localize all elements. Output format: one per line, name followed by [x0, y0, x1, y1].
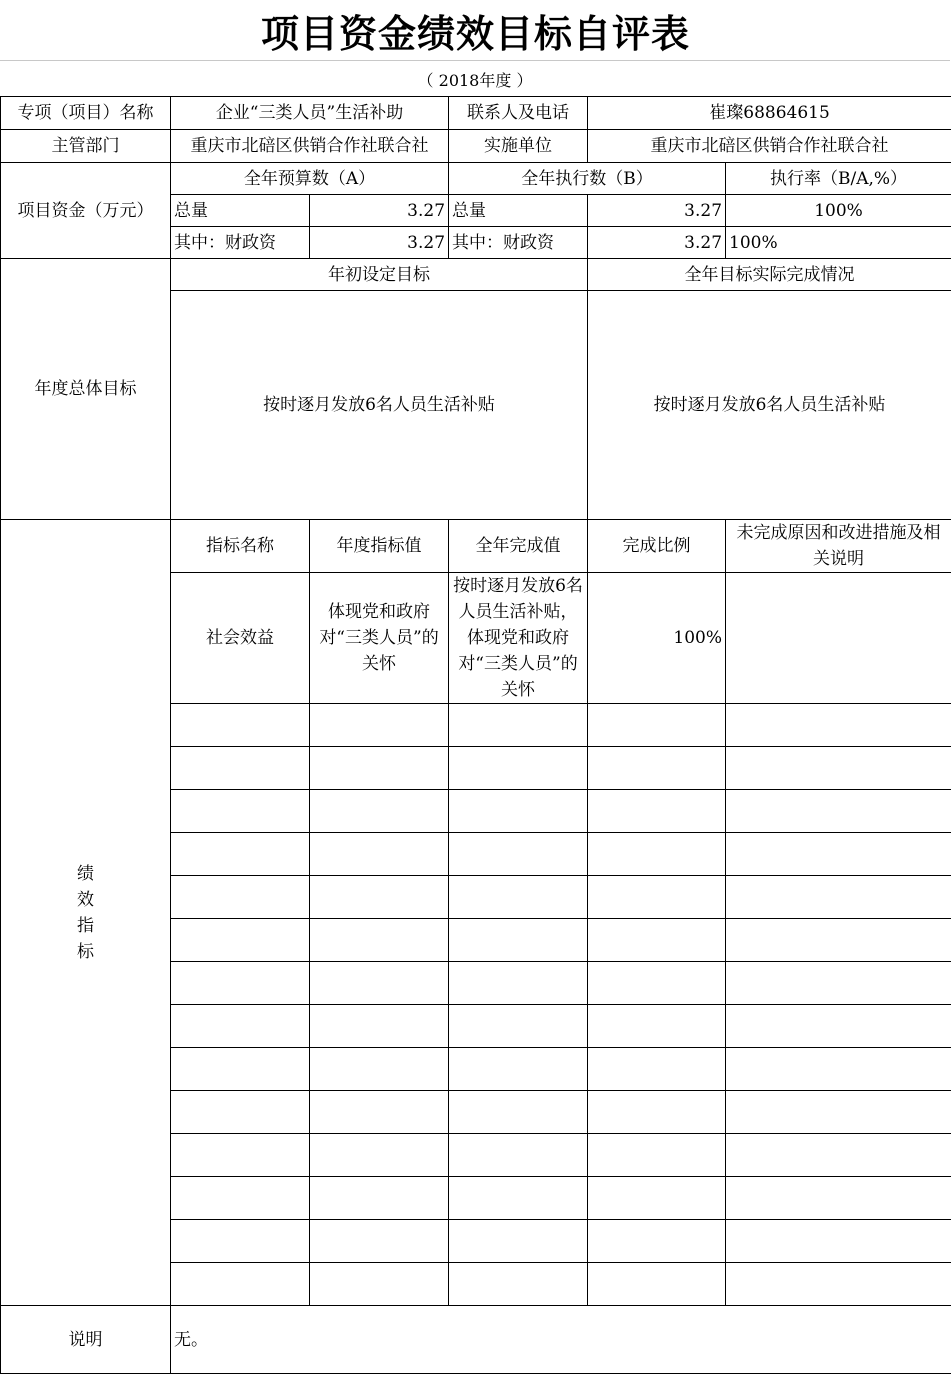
indicators-label-text: 绩效指标	[76, 861, 96, 965]
fiscal-budget-label: 其中：财政资	[171, 227, 310, 259]
empty-cell	[449, 919, 588, 962]
indicator-actual: 按时逐月发放6名人员生活补贴，体现党和政府对“三类人员”的关怀	[449, 573, 588, 704]
empty-cell	[171, 962, 310, 1005]
empty-cell	[310, 1048, 449, 1091]
empty-cell	[449, 747, 588, 790]
empty-cell	[171, 1220, 310, 1263]
empty-cell	[310, 962, 449, 1005]
empty-cell	[310, 1263, 449, 1306]
contact-label: 联系人及电话	[449, 97, 588, 130]
indicator-name-header: 指标名称	[171, 520, 310, 573]
empty-cell	[171, 1134, 310, 1177]
empty-cell	[310, 747, 449, 790]
rate-header: 执行率（B/A,%）	[726, 163, 951, 195]
empty-cell	[726, 1005, 951, 1048]
page-title: 项目资金绩效目标自评表	[0, 0, 951, 60]
empty-cell	[726, 919, 951, 962]
empty-cell	[310, 876, 449, 919]
empty-cell	[726, 1220, 951, 1263]
empty-cell	[588, 962, 726, 1005]
empty-cell	[310, 1220, 449, 1263]
empty-cell	[449, 1091, 588, 1134]
indicator-actual-header: 全年完成值	[449, 520, 588, 573]
empty-cell	[588, 1220, 726, 1263]
empty-cell	[726, 1134, 951, 1177]
empty-cell	[171, 747, 310, 790]
empty-cell	[449, 1134, 588, 1177]
empty-cell	[588, 704, 726, 747]
empty-cell	[171, 1263, 310, 1306]
initial-goal-header: 年初设定目标	[171, 259, 588, 291]
fiscal-rate-value: 100%	[726, 227, 951, 259]
empty-cell	[171, 1177, 310, 1220]
indicator-name: 社会效益	[171, 573, 310, 704]
empty-cell	[449, 833, 588, 876]
empty-cell	[449, 876, 588, 919]
evaluation-table	[0, 96, 951, 1374]
indicator-ratio: 100%	[588, 573, 726, 704]
empty-cell	[310, 833, 449, 876]
contact-value: 崔璨68864615	[588, 97, 951, 130]
department-label: 主管部门	[1, 130, 171, 163]
implementer-label: 实施单位	[449, 130, 588, 163]
total-exec-value: 3.27	[588, 195, 726, 227]
empty-cell	[588, 1091, 726, 1134]
total-rate-value: 100%	[726, 195, 951, 227]
total-exec-label: 总量	[449, 195, 588, 227]
indicator-target-header: 年度指标值	[310, 520, 449, 573]
fiscal-budget-value: 3.27	[310, 227, 449, 259]
empty-cell	[449, 1263, 588, 1306]
empty-cell	[449, 1005, 588, 1048]
empty-cell	[310, 1177, 449, 1220]
empty-cell	[588, 1263, 726, 1306]
empty-cell	[726, 962, 951, 1005]
empty-cell	[449, 790, 588, 833]
empty-cell	[171, 1048, 310, 1091]
empty-cell	[310, 919, 449, 962]
indicator-note-header: 未完成原因和改进措施及相关说明	[726, 520, 951, 573]
empty-cell	[449, 1048, 588, 1091]
annual-goal-label: 年度总体目标	[1, 259, 171, 520]
empty-cell	[588, 1048, 726, 1091]
empty-cell	[726, 1048, 951, 1091]
empty-cell	[588, 1005, 726, 1048]
empty-cell	[310, 1091, 449, 1134]
project-name-value: 企业“三类人员”生活补助	[171, 97, 449, 130]
empty-cell	[588, 833, 726, 876]
empty-cell	[449, 962, 588, 1005]
empty-cell	[171, 704, 310, 747]
budget-header: 全年预算数（A）	[171, 163, 449, 195]
empty-cell	[726, 1091, 951, 1134]
empty-cell	[588, 790, 726, 833]
empty-cell	[726, 704, 951, 747]
remarks-value: 无。	[171, 1306, 951, 1374]
empty-cell	[449, 1220, 588, 1263]
empty-cell	[310, 1134, 449, 1177]
project-name-label: 专项（项目）名称	[1, 97, 171, 130]
year-label: （ 2018年度 ）	[0, 60, 950, 97]
empty-cell	[171, 833, 310, 876]
empty-cell	[726, 747, 951, 790]
empty-cell	[726, 1177, 951, 1220]
total-budget-label: 总量	[171, 195, 310, 227]
empty-cell	[588, 876, 726, 919]
total-budget-value: 3.27	[310, 195, 449, 227]
indicators-label	[1, 520, 171, 1306]
empty-cell	[726, 833, 951, 876]
empty-cell	[171, 919, 310, 962]
actual-goal-header: 全年目标实际完成情况	[588, 259, 951, 291]
empty-cell	[588, 1177, 726, 1220]
fiscal-exec-label: 其中：财政资	[449, 227, 588, 259]
empty-cell	[588, 1134, 726, 1177]
empty-cell	[171, 876, 310, 919]
empty-cell	[310, 1005, 449, 1048]
empty-cell	[449, 1177, 588, 1220]
initial-goal-value: 按时逐月发放6名人员生活补贴	[171, 291, 588, 520]
funds-label: 项目资金（万元）	[1, 163, 171, 259]
empty-cell	[726, 876, 951, 919]
empty-cell	[171, 1091, 310, 1134]
actual-goal-value: 按时逐月发放6名人员生活补贴	[588, 291, 951, 520]
empty-cell	[310, 790, 449, 833]
empty-cell	[726, 1263, 951, 1306]
empty-cell	[588, 747, 726, 790]
execution-header: 全年执行数（B）	[449, 163, 726, 195]
empty-cell	[588, 919, 726, 962]
empty-cell	[171, 1005, 310, 1048]
empty-cell	[171, 790, 310, 833]
indicator-target: 体现党和政府对“三类人员”的关怀	[310, 573, 449, 704]
empty-cell	[449, 704, 588, 747]
indicator-ratio-header: 完成比例	[588, 520, 726, 573]
department-value: 重庆市北碚区供销合作社联合社	[171, 130, 449, 163]
implementer-value: 重庆市北碚区供销合作社联合社	[588, 130, 951, 163]
remarks-label: 说明	[1, 1306, 171, 1374]
empty-cell	[310, 704, 449, 747]
fiscal-exec-value: 3.27	[588, 227, 726, 259]
empty-cell	[726, 790, 951, 833]
indicator-note	[726, 573, 951, 704]
